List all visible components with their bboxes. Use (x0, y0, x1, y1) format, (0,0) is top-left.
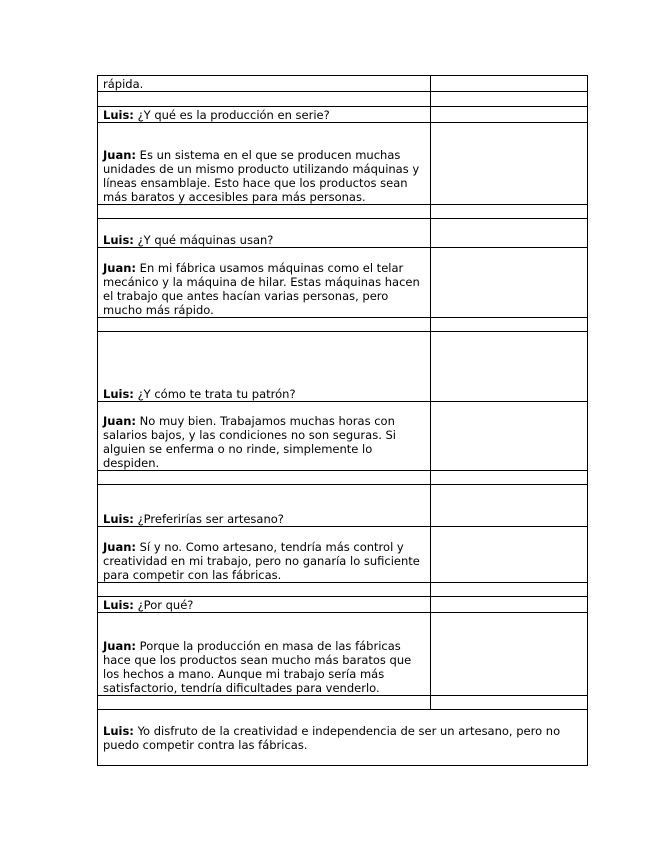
side-cell (431, 92, 588, 107)
dialogue-cell (98, 248, 431, 318)
side-cell (431, 696, 588, 710)
side-cell (431, 248, 588, 318)
speaker-label: Luis: (103, 387, 134, 401)
side-cell (431, 597, 588, 613)
table-row (98, 527, 588, 583)
table-row (98, 205, 588, 219)
speaker-label: Juan: (103, 540, 137, 554)
speaker-label: Juan: (103, 639, 137, 653)
side-cell (431, 123, 588, 205)
dialogue-cell (98, 527, 431, 583)
dialogue-cell (98, 696, 431, 710)
table-row (98, 92, 588, 107)
table-row (98, 248, 588, 318)
speaker-label: Juan: (103, 414, 137, 428)
table-row (98, 696, 588, 710)
side-cell (431, 471, 588, 485)
table-row (98, 583, 588, 597)
dialogue-cell (98, 332, 431, 402)
speaker-label: Luis: (103, 724, 134, 738)
speaker-label: Luis: (103, 598, 134, 612)
side-cell (431, 76, 588, 92)
side-cell (431, 219, 588, 248)
side-cell (431, 318, 588, 332)
dialogue-text: ¿Y cómo te trata tu patrón? (137, 387, 296, 401)
dialogue-cell (98, 402, 431, 471)
dialogue-text: Porque la producción en masa de las fábricas hace que los productos sean mucho más baratos que los hechos a mano. Aunque mi trabajo sería más satisfactorio, tendría dificultades para venderlo. (103, 639, 412, 695)
side-cell (431, 583, 588, 597)
dialogue-table (97, 75, 588, 766)
side-cell (431, 107, 588, 123)
dialogue-cell (98, 318, 431, 332)
side-cell (431, 613, 588, 696)
table-row (98, 76, 588, 92)
table-row (98, 485, 588, 527)
table-row (98, 123, 588, 205)
final-dialogue-cell (98, 710, 588, 766)
speaker-label: Juan: (103, 261, 137, 275)
dialogue-cell (98, 613, 431, 696)
dialogue-text: rápida. (103, 77, 144, 91)
dialogue-text: ¿Preferirías ser artesano? (137, 512, 284, 526)
side-cell (431, 205, 588, 219)
dialogue-cell (98, 597, 431, 613)
side-cell (431, 527, 588, 583)
dialogue-text: ¿Por qué? (137, 598, 194, 612)
table-row (98, 107, 588, 123)
table-row (98, 597, 588, 613)
speaker-label: Luis: (103, 233, 134, 247)
table-row (98, 219, 588, 248)
dialogue-text: Yo disfruto de la creatividad e independencia de ser un artesano, pero no puedo competir contra las fábricas. (103, 724, 561, 752)
dialogue-text: En mi fábrica usamos máquinas como el telar mecánico y la máquina de hilar. Estas máquinas hacen el trabajo que antes hacían varias personas, pero mucho más rápido. (103, 261, 420, 317)
dialogue-text: Sí y no. Como artesano, tendría más control y creatividad en mi trabajo, pero no ganaría lo suficiente para competir con las fábricas. (103, 540, 420, 582)
speaker-label: Juan: (103, 148, 137, 162)
table-row (98, 402, 588, 471)
table-row (98, 332, 588, 402)
dialogue-cell (98, 107, 431, 123)
table-row (98, 318, 588, 332)
dialogue-cell (98, 205, 431, 219)
dialogue-text: Es un sistema en el que se producen muchas unidades de un mismo producto utilizando máquinas y líneas ensamblaje. Esto hace que los productos sean más baratos y accesibles para más personas. (103, 148, 420, 204)
table-row (98, 471, 588, 485)
dialogue-text: ¿Y qué máquinas usan? (137, 233, 274, 247)
dialogue-cell (98, 485, 431, 527)
side-cell (431, 332, 588, 402)
table-row (98, 710, 588, 766)
side-cell (431, 485, 588, 527)
dialogue-cell (98, 471, 431, 485)
speaker-label: Luis: (103, 512, 134, 526)
speaker-label: Luis: (103, 108, 134, 122)
side-cell (431, 402, 588, 471)
dialogue-cell (98, 123, 431, 205)
dialogue-cell (98, 219, 431, 248)
dialogue-cell (98, 92, 431, 107)
dialogue-cell (98, 76, 431, 92)
table-row (98, 613, 588, 696)
dialogue-text: No muy bien. Trabajamos muchas horas con salarios bajos, y las condiciones no son seguras. Si alguien se enferma o no rinde, simplemente lo despiden. (103, 414, 397, 470)
dialogue-cell (98, 583, 431, 597)
dialogue-text: ¿Y qué es la producción en serie? (137, 108, 330, 122)
